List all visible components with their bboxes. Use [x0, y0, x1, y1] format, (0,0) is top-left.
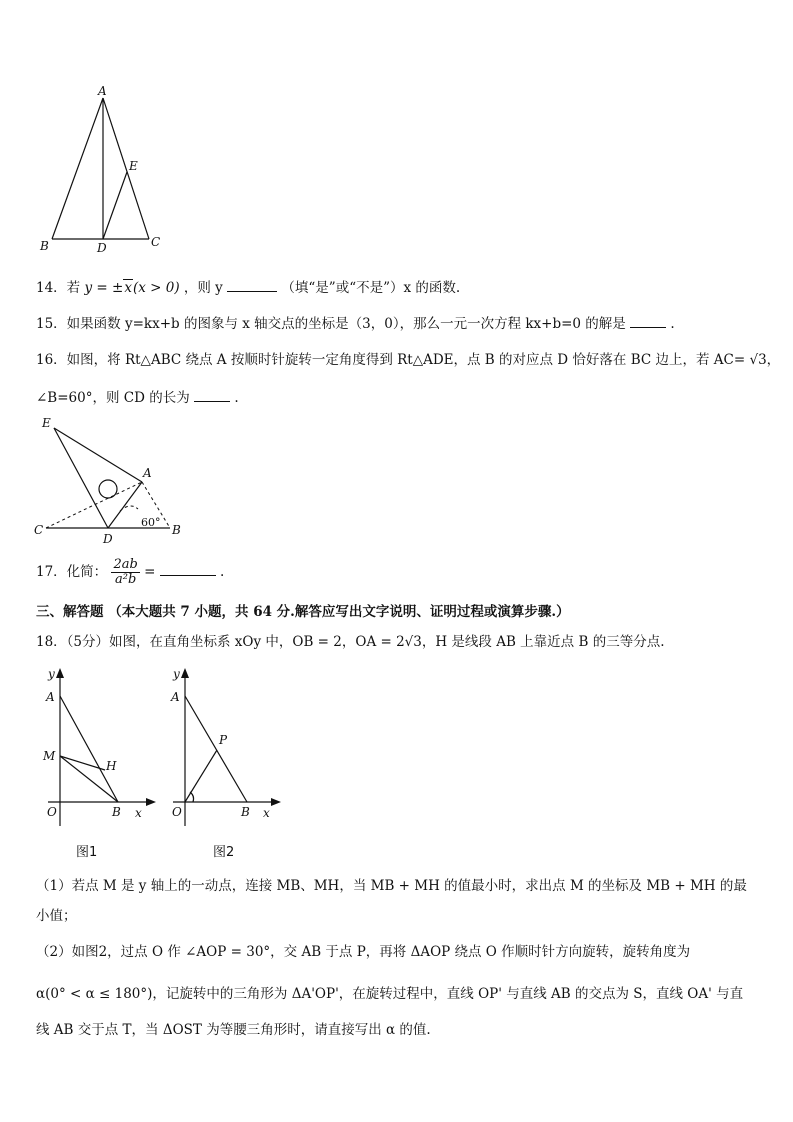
q14-formula: y = ±x(x > 0) — [84, 280, 180, 296]
label-b: B — [241, 805, 250, 819]
q14-mid: ，则 y — [183, 280, 223, 296]
label-b: B — [40, 239, 49, 253]
segment-ea — [54, 428, 142, 482]
q17-numerator: 2ab — [113, 557, 138, 572]
q16-line2-text: ∠B=60°，则 CD 的长为 — [36, 390, 190, 406]
x-axis-arrow-icon — [271, 798, 281, 806]
q18-part-2-line-2: α(0° < α ≤ 180°)，记旋转中的三角形为 ΔA'OP'，在旋转过程中，直线 OP' 与直线 AB 的交点为 S，直线 OA' 与直 — [36, 986, 744, 1002]
x-axis-arrow-icon — [146, 798, 156, 806]
segment-ca-dashed — [46, 482, 142, 528]
section-3-desc: （本大题共 7 小题，共 64 分.解答应写出文字说明、证明过程或演算步骤.） — [108, 604, 570, 620]
segment-mh — [60, 756, 105, 770]
label-x: x — [263, 806, 270, 820]
q17-number: 17．化简： — [36, 564, 108, 580]
label-e: E — [42, 416, 51, 430]
q16-tail: . — [234, 390, 239, 406]
label-a: A — [171, 690, 180, 704]
q14-answer-blank[interactable] — [227, 279, 277, 292]
q17-tail: . — [220, 564, 225, 580]
q18-part-2-line-1: （2）如图2，过点 O 作 ∠AOP = 30°，交 AB 于点 P，再将 ΔAOP 绕点 O 作顺时针方向旋转，旋转角度为 — [36, 944, 691, 960]
figure-1-caption: 图1 — [76, 845, 98, 860]
label-d: D — [97, 241, 107, 254]
label-d: D — [103, 532, 113, 546]
q18-part-1-line-1: （1）若点 M 是 y 轴上的一动点，连接 MB、MH，当 MB + MH 的值最小时，求出点 M 的坐标及 MB + MH 的最 — [36, 878, 747, 894]
question-16-line-1: 16．如图，将 Rt△ABC 绕点 A 按顺时针旋转一定角度得到 Rt△ADE，点 B 的对应点 D 恰好落在 BC 边上，若 AC= √3， — [36, 352, 781, 368]
label-o: O — [172, 805, 182, 819]
segment-ab — [60, 696, 118, 802]
y-axis-arrow-icon — [181, 668, 189, 678]
segment-ad — [108, 482, 142, 528]
q15-answer-blank[interactable] — [630, 315, 666, 328]
q16-answer-blank[interactable] — [194, 389, 230, 402]
section-3-title: 三、解答题 — [36, 604, 104, 620]
segment-ab — [52, 98, 103, 239]
q18-part-1-line-2: 小值； — [36, 908, 77, 924]
q14-tail: （填“是”或“不是”）x 的函数. — [281, 280, 461, 296]
section-3-heading — [36, 600, 570, 620]
figure-2 — [163, 664, 283, 864]
rotation-figure — [30, 414, 190, 548]
segment-ac — [103, 98, 149, 239]
label-e: E — [129, 159, 138, 173]
question-16-line-2 — [36, 386, 239, 406]
segment-de — [103, 172, 127, 239]
question-18-stem: 18．（5分）如图，在直角坐标系 xOy 中，OB = 2，OA = 2√3，H 是线段 AB 上靠近点 B 的三等分点. — [36, 634, 665, 650]
label-c: C — [34, 523, 44, 537]
label-b: B — [112, 805, 121, 819]
q18-part-2-line-3: 线 AB 交于点 T，当 ΔOST 为等腰三角形时，请直接写出 α 的值. — [36, 1022, 431, 1038]
segment-ed — [54, 428, 108, 528]
q17-denominator: a²b — [115, 572, 137, 587]
q17-equals: = — [144, 564, 156, 580]
figure-1 — [38, 664, 158, 864]
label-x: x — [135, 806, 142, 820]
q17-answer-blank[interactable] — [160, 563, 216, 576]
label-y: y — [48, 667, 55, 681]
label-c: C — [151, 235, 161, 249]
label-a: A — [98, 84, 107, 98]
angle-label-60: 60° — [141, 516, 161, 529]
q15-text: 15．如果函数 y=kx+b 的图象与 x 轴交点的坐标是（3，0），那么一元一次方程 kx+b=0 的解是 — [36, 316, 626, 332]
question-15 — [36, 312, 675, 332]
label-o: O — [47, 805, 57, 819]
label-y: y — [173, 667, 180, 681]
label-h: H — [106, 759, 117, 773]
label-a: A — [46, 690, 55, 704]
label-a: A — [143, 466, 152, 480]
figure-2-caption: 图2 — [213, 845, 235, 860]
label-b: B — [172, 523, 181, 537]
segment-op — [185, 750, 217, 802]
label-m: M — [43, 749, 56, 763]
q15-tail: . — [670, 316, 675, 332]
question-17 — [36, 558, 224, 587]
question-14 — [36, 276, 460, 296]
triangle-figure-top — [30, 84, 170, 254]
y-axis-arrow-icon — [56, 668, 64, 678]
label-p: P — [219, 733, 228, 747]
q14-number: 14．若 — [36, 280, 81, 296]
right-angle-marker-circle — [99, 480, 117, 498]
q17-fraction — [111, 558, 139, 587]
